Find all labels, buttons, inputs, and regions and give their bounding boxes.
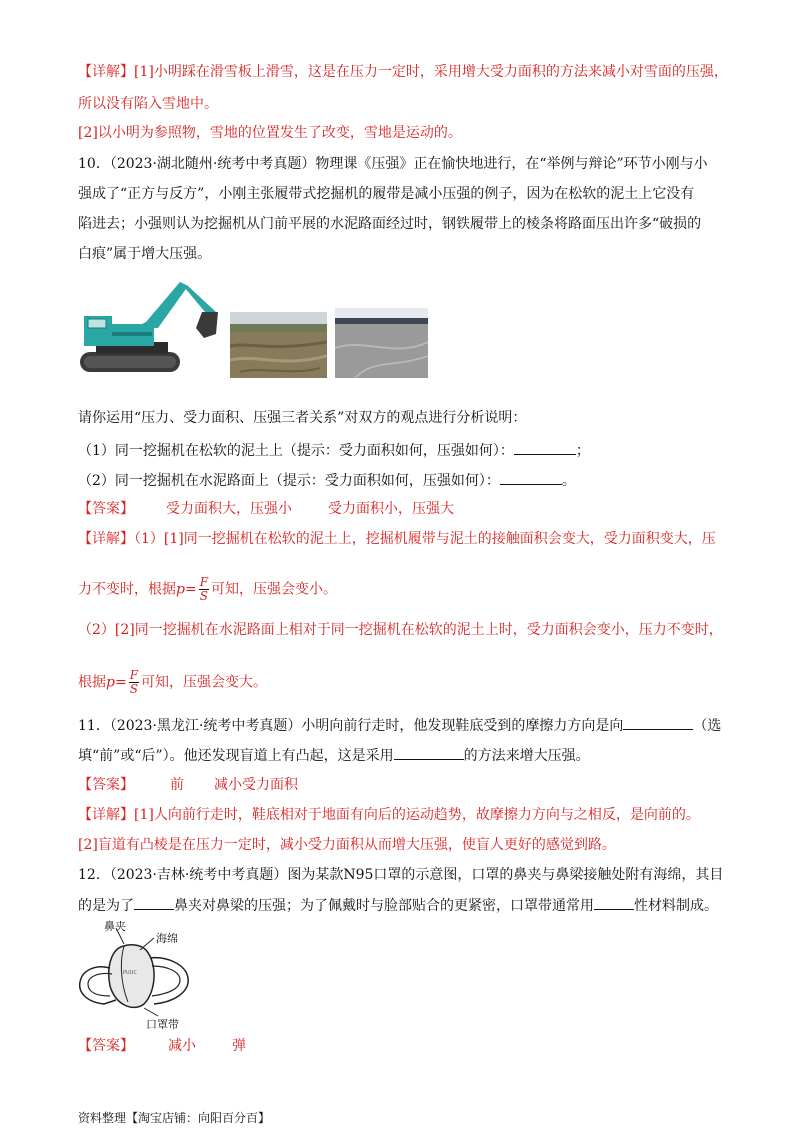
question-10-text: 白痕”属于增大压强。 xyxy=(78,246,212,262)
formula-fraction xyxy=(129,669,139,696)
item-text: （1）同一挖掘机在松软的泥土上（提示：受力面积如何，压强如何）： xyxy=(78,443,514,459)
question-12-text xyxy=(78,895,718,916)
answer-10 xyxy=(78,499,454,519)
question-12-text: 12．（2023·吉林·统考中考真题）图为某款N95口罩的示意图，口罩的鼻夹与鼻梁接触处附有海绵，其目 xyxy=(78,867,724,883)
mask-label-strap: 口罩带 xyxy=(146,1018,179,1031)
formula-numerator: F xyxy=(199,575,209,589)
detail-10: 【详解】（1）[1]同一挖掘机在松软的泥土上，挖掘机履带与泥土的接触面积会变大，受力面积变大，压 xyxy=(78,531,716,547)
footer-text: 资料整理【淘宝店铺：向阳百分百】 xyxy=(78,1111,271,1125)
answer-blank xyxy=(134,895,174,910)
answer-blank xyxy=(594,895,634,910)
formula-denominator: S xyxy=(199,589,208,603)
question-text: 的方法来增大压强。 xyxy=(463,748,590,764)
answer-blank xyxy=(514,440,576,455)
detail-11: [2]盲道有凸棱是在压力一定时，减小受力面积从而增大压强，使盲人更好的感觉到路。 xyxy=(78,837,616,853)
question-text: 鼻夹对鼻梁的压强；为了佩戴时与脸部贴合的更紧密，口罩带通常用 xyxy=(174,898,594,914)
mask-label-nose-clip: 鼻夹 xyxy=(104,920,126,933)
question-10-text: 强成了“正方与反方”，小刚主张履带式挖掘机的履带是减小压强的例子，因为在松软的泥土上它没有 xyxy=(78,186,695,202)
answer-blank xyxy=(500,470,562,485)
answer-value: 受力面积大，压强小 xyxy=(166,501,292,517)
answer-11 xyxy=(78,775,298,795)
formula-p: p xyxy=(176,581,185,598)
formula-equals: = xyxy=(184,581,197,598)
detail-10: （2）[2]同一挖掘机在水泥路面上相对于同一挖掘机在松软的泥土上时，受力面积会变小，压力不变时， xyxy=(78,622,723,638)
answer-tag: 【答案】 xyxy=(78,777,134,793)
answer-value: 受力面积小，压强大 xyxy=(328,501,454,517)
formula-numerator: F xyxy=(129,668,139,682)
mask-diagram xyxy=(76,920,196,1032)
answer-value: 减小 xyxy=(168,1038,196,1054)
question-text: （选 xyxy=(693,718,722,734)
answer-value: 弹 xyxy=(232,1038,246,1054)
detail-text: 可知，压强会变小。 xyxy=(211,581,338,598)
answer-tag: 【答案】 xyxy=(78,1038,134,1054)
question-10-text: 陷进去；小强则认为挖掘机从门前平展的水泥路面经过时，钢铁履带上的棱条将路面压出许多“破损的 xyxy=(78,216,702,232)
answer-value: 减小受力面积 xyxy=(214,777,298,793)
formula-denominator: S xyxy=(129,682,138,696)
question-10-text: 10．（2023·湖北随州·统考中考真题）物理课《压强》正在愉快地进行，在“举例与辩论”环节小刚与小 xyxy=(78,156,708,172)
item-end: 。 xyxy=(561,473,576,489)
detail-text: 根据 xyxy=(78,674,106,691)
answer-12 xyxy=(78,1036,246,1056)
answer-blank xyxy=(394,745,464,760)
concrete-photo xyxy=(335,308,428,378)
formula-p: p xyxy=(106,674,115,691)
detail-text: [2]以小明为参照物，雪地的位置发生了改变，雪地是运动的。 xyxy=(78,125,462,141)
detail-11: 【详解】[1]人向前行走时，鞋底相对于地面有向后的运动趋势，故摩擦力方向与之相反，是向前的。 xyxy=(78,807,700,823)
question-10-item-2 xyxy=(78,470,576,491)
item-text: （2）同一挖掘机在水泥路面上（提示：受力面积如何，压强如何）： xyxy=(78,473,500,489)
item-end: ； xyxy=(575,443,590,459)
formula-equals: = xyxy=(114,674,127,691)
question-text: 性材料制成。 xyxy=(634,898,718,914)
question-text: 填“前”或“后”）。他还发现盲道上有凸起，这是采用 xyxy=(78,748,394,764)
detail-text: 所以没有陷入雪地中。 xyxy=(78,96,218,112)
question-10-prompt: 请你运用“压力、受力面积、压强三者关系”对双方的观点进行分析说明： xyxy=(78,410,527,426)
mask-print-text: PUUC xyxy=(123,970,137,976)
mask-label-sponge: 海绵 xyxy=(156,932,178,945)
soil-photo xyxy=(230,312,327,378)
question-11-text xyxy=(78,715,721,736)
detail-text: 力不变时，根据 xyxy=(78,581,176,598)
answer-blank xyxy=(623,715,693,730)
detail-text: 【详解】[1]小明踩在滑雪板上滑雪，这是在压力一定时，采用增大受力面积的方法来减小对雪面的压强， xyxy=(78,64,728,80)
detail-text: 可知，压强会变大。 xyxy=(141,674,268,691)
question-10-item-1 xyxy=(78,440,590,461)
answer-value: 前 xyxy=(170,777,184,793)
excavator-image xyxy=(76,272,222,378)
formula-fraction xyxy=(199,576,209,603)
question-11-text xyxy=(78,745,590,766)
question-text: 的是为了 xyxy=(78,898,134,914)
answer-tag: 【答案】 xyxy=(78,501,134,517)
question-text: 11．（2023·黑龙江·统考中考真题）小明向前行走时，他发现鞋底受到的摩擦力方向是向 xyxy=(78,718,624,734)
detail-10-formula-line xyxy=(78,669,267,696)
detail-10-formula-line xyxy=(78,576,337,603)
